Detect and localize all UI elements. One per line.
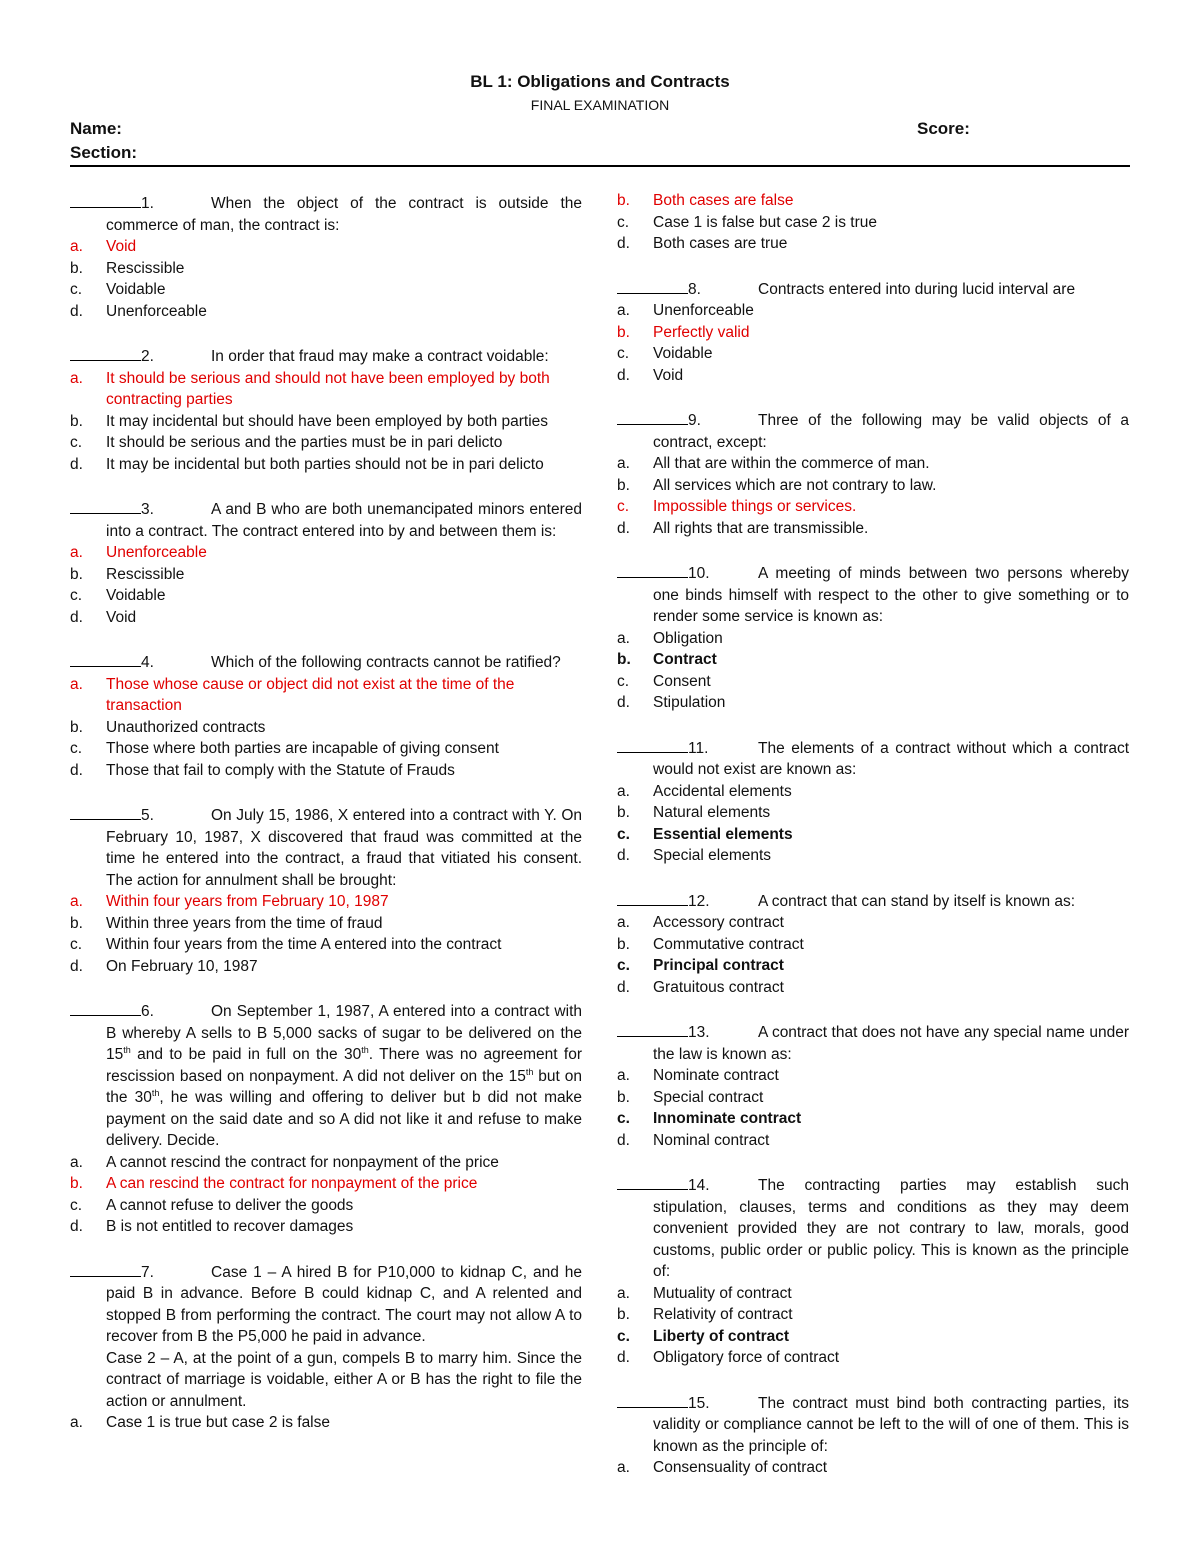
option-item bbox=[617, 824, 1129, 846]
stem-text: and to be paid in full on the 30 bbox=[130, 1046, 362, 1063]
option-letter: c. bbox=[617, 213, 630, 231]
question-stem bbox=[617, 888, 1129, 913]
question-number: 14. bbox=[688, 1177, 710, 1194]
option-letter: c. bbox=[617, 1327, 630, 1345]
option-item bbox=[617, 1457, 1129, 1479]
option-list bbox=[617, 781, 1129, 867]
option-item bbox=[70, 607, 582, 629]
option-list bbox=[617, 190, 1129, 255]
option-item bbox=[70, 1195, 582, 1217]
option-letter: d. bbox=[70, 957, 83, 975]
stem-text: The contract must bind both contracting parties, its validity or compliance cannot be left to the will of one of them. This is known as the principle of: bbox=[653, 1394, 1129, 1455]
option-item bbox=[617, 912, 1129, 934]
question-stem bbox=[617, 407, 1129, 453]
question-stem bbox=[617, 560, 1129, 628]
stem-text: Case 1 – A hired B for P10,000 to kidnap C, and he paid B in advance. Before B could kidnap C, and A relented and stopped B from performing the contract. The court may not allow A to recover from B the P5,000 he paid in advance. bbox=[106, 1263, 582, 1345]
question-number: 10. bbox=[688, 565, 710, 582]
question-number: 8. bbox=[688, 280, 701, 298]
stem-text: A meeting of minds between two persons whereby one binds himself with respect to the other to give something or to render some service is known as: bbox=[653, 565, 1129, 625]
option-text: Essential elements bbox=[653, 825, 793, 843]
option-letter: c. bbox=[70, 434, 83, 451]
question-stem bbox=[70, 649, 582, 674]
option-item bbox=[70, 585, 582, 607]
option-text: A cannot refuse to deliver the goods bbox=[106, 1196, 354, 1214]
option-letter: d. bbox=[70, 455, 83, 473]
option-text: Unenforceable bbox=[106, 302, 207, 320]
question-stem bbox=[70, 802, 582, 891]
answer-blank[interactable] bbox=[70, 802, 141, 820]
question-stem bbox=[617, 276, 1129, 301]
stem-text: A and B who are both unemancipated minors entered into a contract. The contract entered into by and between them is: bbox=[106, 501, 582, 540]
stem-text: but on the 30 bbox=[106, 1067, 582, 1106]
option-item bbox=[70, 368, 582, 411]
option-letter: b. bbox=[70, 718, 83, 736]
question-block bbox=[617, 888, 1129, 999]
answer-blank[interactable] bbox=[617, 407, 688, 425]
answer-blank[interactable] bbox=[70, 1259, 141, 1277]
stem-text: A contract that does not have any special name under the law is known as: bbox=[653, 1024, 1129, 1063]
question-stem bbox=[70, 1259, 582, 1413]
question-stem bbox=[70, 496, 582, 542]
option-item bbox=[617, 1130, 1129, 1152]
option-list bbox=[70, 236, 582, 322]
section-label: Section: bbox=[70, 143, 138, 162]
option-text: Gratuitous contract bbox=[653, 978, 784, 996]
ordinal-suffix: th bbox=[151, 1087, 160, 1098]
option-item bbox=[617, 802, 1129, 824]
option-text: Unauthorized contracts bbox=[106, 718, 266, 736]
option-text: Unenforceable bbox=[106, 544, 207, 561]
option-item bbox=[617, 781, 1129, 803]
option-text: Those where both parties are incapable of giving consent bbox=[106, 740, 499, 757]
option-letter: c. bbox=[70, 587, 83, 604]
question-block bbox=[617, 276, 1129, 387]
question-number: 2. bbox=[141, 348, 154, 365]
question-stem bbox=[617, 735, 1129, 781]
option-letter: c. bbox=[617, 957, 630, 974]
option-text: Both cases are false bbox=[653, 192, 794, 209]
option-item bbox=[70, 1152, 582, 1174]
option-text: Commutative contract bbox=[653, 935, 804, 953]
option-list bbox=[70, 674, 582, 782]
option-text: Consent bbox=[653, 672, 711, 690]
option-text: On February 10, 1987 bbox=[106, 957, 258, 975]
option-letter: a. bbox=[617, 914, 630, 931]
question-block bbox=[617, 560, 1129, 714]
option-text: All that are within the commerce of man. bbox=[653, 455, 930, 472]
answer-blank[interactable] bbox=[617, 276, 688, 294]
option-item bbox=[617, 212, 1129, 234]
option-letter: a. bbox=[617, 782, 630, 800]
stem-text: A contract that can stand by itself is known as: bbox=[758, 892, 1076, 910]
option-letter: b. bbox=[617, 935, 630, 953]
option-item bbox=[617, 1326, 1129, 1348]
question-stem bbox=[70, 998, 582, 1152]
option-item bbox=[70, 279, 582, 301]
option-item bbox=[70, 301, 582, 323]
option-letter: b. bbox=[617, 1306, 630, 1323]
option-item bbox=[70, 738, 582, 760]
left-column bbox=[70, 190, 582, 1455]
option-item bbox=[70, 542, 582, 564]
option-text: It should be serious and should not have been employed by both contracting parties bbox=[106, 369, 550, 408]
option-letter: c. bbox=[70, 1196, 83, 1214]
option-item bbox=[617, 1087, 1129, 1109]
option-item bbox=[617, 934, 1129, 956]
option-letter: b. bbox=[617, 323, 630, 341]
option-text: Relativity of contract bbox=[653, 1306, 793, 1323]
answer-blank[interactable] bbox=[70, 649, 141, 667]
question-block bbox=[617, 407, 1129, 539]
option-item bbox=[617, 322, 1129, 344]
option-item bbox=[70, 956, 582, 978]
option-item bbox=[70, 1173, 582, 1195]
option-text: Within three years from the time of fraud bbox=[106, 914, 383, 932]
exam-title: BL 1: Obligations and Contracts bbox=[470, 72, 730, 91]
option-letter: a. bbox=[70, 1153, 83, 1171]
option-letter: a. bbox=[617, 1459, 630, 1476]
question-stem bbox=[617, 1390, 1129, 1458]
option-text: Voidable bbox=[653, 345, 713, 362]
stem-text: On September 1, 1987, A entered into a contract with B whereby A sells to B 5,000 sacks of sugar to be delivered on the 15 bbox=[106, 1003, 582, 1063]
option-text: Consensuality of contract bbox=[653, 1459, 828, 1476]
option-text: B is not entitled to recover damages bbox=[106, 1218, 354, 1235]
question-number: 7. bbox=[141, 1263, 154, 1281]
stem-text: On July 15, 1986, X entered into a contract with Y. On February 10, 1987, X discovered that fraud was committed at the time he entered into the contract, a fraud that vitiated his consent. The action for annulment shall be brought: bbox=[106, 807, 582, 889]
option-item bbox=[70, 891, 582, 913]
stem-text: Contracts entered into during lucid interval are bbox=[758, 280, 1076, 298]
option-letter: a. bbox=[617, 1284, 630, 1302]
option-item bbox=[70, 432, 582, 454]
option-letter: d. bbox=[70, 1218, 83, 1235]
answer-blank[interactable] bbox=[70, 190, 141, 208]
header-rule bbox=[70, 165, 1130, 167]
question-block bbox=[617, 735, 1129, 867]
option-letter: a. bbox=[70, 1414, 83, 1431]
option-list bbox=[617, 300, 1129, 386]
option-text: Those that fail to comply with the Statute of Frauds bbox=[106, 761, 455, 779]
option-item bbox=[617, 190, 1129, 212]
option-text: It should be serious and the parties must be in pari delicto bbox=[106, 434, 503, 451]
option-item bbox=[70, 934, 582, 956]
option-item bbox=[617, 649, 1129, 671]
option-text: Contract bbox=[653, 651, 717, 668]
option-item bbox=[617, 300, 1129, 322]
question-number: 11. bbox=[688, 739, 709, 757]
question-number: 9. bbox=[688, 412, 701, 429]
option-item bbox=[617, 1283, 1129, 1305]
option-list bbox=[70, 1412, 582, 1434]
question-number: 15. bbox=[688, 1394, 710, 1412]
option-text: A can rescind the contract for nonpayment of the price bbox=[106, 1175, 478, 1192]
option-text: Void bbox=[106, 608, 137, 626]
question-block bbox=[70, 802, 582, 977]
option-text: Nominal contract bbox=[653, 1131, 770, 1149]
option-text: Perfectly valid bbox=[653, 323, 750, 341]
option-item bbox=[617, 955, 1129, 977]
option-text: Void bbox=[653, 366, 684, 384]
ordinal-suffix: th bbox=[123, 1044, 131, 1055]
stem-text: Three of the following may be valid objects of a contract, except: bbox=[653, 412, 1129, 451]
option-letter: b. bbox=[70, 565, 83, 583]
option-item bbox=[617, 671, 1129, 693]
question-block bbox=[70, 649, 582, 781]
option-item bbox=[617, 1108, 1129, 1130]
option-letter: d. bbox=[617, 694, 630, 711]
stem-text: The contracting parties may establish such stipulation, clauses, terms and conditions as they may deem convenient provided they are not contrary to law, morals, good customs, public order or public policy. This is known as the principle of: bbox=[653, 1177, 1129, 1280]
option-text: Nominate contract bbox=[653, 1067, 779, 1084]
option-item bbox=[617, 233, 1129, 255]
option-letter: b. bbox=[617, 192, 630, 209]
option-letter: d. bbox=[617, 978, 630, 996]
option-text: Voidable bbox=[106, 587, 166, 604]
option-text: Obligation bbox=[653, 629, 723, 647]
option-item bbox=[617, 628, 1129, 650]
option-letter: d. bbox=[617, 235, 630, 252]
option-text: All services which are not contrary to law. bbox=[653, 476, 937, 494]
option-list bbox=[617, 1065, 1129, 1151]
option-item bbox=[617, 845, 1129, 867]
option-text: Principal contract bbox=[653, 957, 784, 974]
option-text: Both cases are true bbox=[653, 235, 788, 252]
option-text: Special contract bbox=[653, 1088, 764, 1106]
option-item bbox=[617, 692, 1129, 714]
option-letter: d. bbox=[617, 847, 630, 864]
option-item bbox=[617, 1347, 1129, 1369]
option-list bbox=[617, 1457, 1129, 1479]
option-text: Accidental elements bbox=[653, 782, 792, 800]
option-letter: a. bbox=[70, 544, 83, 561]
answer-blank[interactable] bbox=[70, 496, 141, 514]
question-stem bbox=[70, 190, 582, 236]
option-letter: d. bbox=[617, 519, 630, 537]
question-block bbox=[617, 190, 1129, 255]
option-item bbox=[70, 236, 582, 258]
option-item bbox=[617, 496, 1129, 518]
answer-blank[interactable] bbox=[617, 1172, 688, 1190]
option-letter: d. bbox=[617, 1131, 630, 1149]
option-text: Innominate contract bbox=[653, 1110, 802, 1127]
option-letter: b. bbox=[70, 259, 83, 277]
option-letter: c. bbox=[617, 498, 630, 515]
option-item bbox=[70, 717, 582, 739]
option-letter: b. bbox=[617, 651, 631, 668]
option-letter: c. bbox=[617, 672, 630, 690]
option-letter: a. bbox=[617, 455, 630, 472]
option-letter: a. bbox=[617, 302, 630, 319]
option-letter: c. bbox=[70, 740, 83, 757]
option-item bbox=[70, 674, 582, 717]
option-text: Special elements bbox=[653, 847, 772, 864]
option-item bbox=[617, 977, 1129, 999]
option-letter: c. bbox=[617, 1110, 630, 1127]
question-block bbox=[70, 190, 582, 322]
answer-blank[interactable] bbox=[617, 735, 688, 753]
question-block bbox=[617, 1390, 1129, 1479]
option-item bbox=[617, 518, 1129, 540]
option-letter: d. bbox=[70, 608, 83, 626]
right-column bbox=[617, 190, 1129, 1500]
option-letter: a. bbox=[70, 238, 83, 255]
option-letter: a. bbox=[70, 369, 83, 387]
option-letter: d. bbox=[70, 761, 83, 779]
question-block bbox=[617, 1019, 1129, 1151]
question-number: 6. bbox=[141, 1003, 154, 1020]
option-list bbox=[70, 368, 582, 476]
option-letter: b. bbox=[70, 412, 83, 430]
option-text: Liberty of contract bbox=[653, 1327, 790, 1345]
option-letter: d. bbox=[617, 1349, 630, 1366]
option-item bbox=[70, 564, 582, 586]
option-text: Case 1 is true but case 2 is false bbox=[106, 1414, 331, 1431]
question-stem bbox=[70, 343, 582, 368]
option-text: Natural elements bbox=[653, 804, 771, 821]
question-block bbox=[70, 496, 582, 628]
option-text: Case 1 is false but case 2 is true bbox=[653, 213, 878, 231]
answer-blank[interactable] bbox=[617, 1390, 688, 1408]
option-item bbox=[70, 913, 582, 935]
option-letter: d. bbox=[70, 302, 83, 320]
option-list bbox=[617, 912, 1129, 998]
question-block bbox=[70, 343, 582, 475]
option-item bbox=[617, 453, 1129, 475]
option-item bbox=[70, 454, 582, 476]
stem-text: , he was willing and offering to deliver but b did not make payment on the said date and so A did not like it and refuse to make delivery. Decide. bbox=[106, 1089, 582, 1149]
ordinal-suffix: th bbox=[525, 1066, 534, 1077]
answer-blank[interactable] bbox=[617, 888, 688, 906]
option-letter: c. bbox=[617, 825, 630, 843]
option-text: All rights that are transmissible. bbox=[653, 519, 869, 537]
option-text: Unenforceable bbox=[653, 302, 754, 319]
option-text: Within four years from the time A entered into the contract bbox=[106, 936, 502, 953]
option-text: Mutuality of contract bbox=[653, 1284, 792, 1302]
option-list bbox=[70, 1152, 582, 1238]
option-text: It may be incidental but both parties should not be in pari delicto bbox=[106, 455, 544, 473]
question-number: 1. bbox=[141, 195, 154, 212]
option-letter: b. bbox=[70, 1175, 83, 1192]
answer-blank[interactable] bbox=[617, 560, 688, 578]
score-label: Score: bbox=[917, 119, 970, 138]
option-letter: c. bbox=[70, 936, 83, 953]
option-letter: c. bbox=[617, 345, 630, 362]
option-letter: a. bbox=[617, 1067, 630, 1084]
option-letter: b. bbox=[617, 804, 630, 821]
option-list bbox=[617, 1283, 1129, 1369]
option-text: Within four years from February 10, 1987 bbox=[106, 893, 389, 910]
option-letter: a. bbox=[70, 893, 83, 910]
option-item bbox=[70, 1412, 582, 1434]
question-number: 4. bbox=[141, 654, 154, 671]
option-item bbox=[617, 1065, 1129, 1087]
option-item bbox=[70, 411, 582, 433]
option-item bbox=[70, 760, 582, 782]
name-label: Name: bbox=[70, 119, 122, 138]
ordinal-suffix: th bbox=[361, 1044, 369, 1055]
option-text: Impossible things or services. bbox=[653, 498, 857, 515]
option-letter: a. bbox=[70, 675, 83, 693]
question-stem bbox=[617, 1172, 1129, 1283]
option-list bbox=[70, 891, 582, 977]
option-item bbox=[70, 1216, 582, 1238]
option-letter: d. bbox=[617, 366, 630, 384]
answer-blank[interactable] bbox=[70, 998, 141, 1016]
option-item bbox=[617, 1304, 1129, 1326]
question-block bbox=[70, 998, 582, 1238]
option-letter: b. bbox=[70, 914, 83, 932]
option-letter: a. bbox=[617, 629, 630, 647]
exam-subtitle: FINAL EXAMINATION bbox=[530, 97, 670, 113]
question-block bbox=[617, 1172, 1129, 1369]
question-number: 12. bbox=[688, 892, 710, 910]
stem-text: Which of the following contracts cannot be ratified? bbox=[211, 654, 561, 671]
question-number: 3. bbox=[141, 501, 154, 518]
option-list bbox=[617, 453, 1129, 539]
question-block bbox=[70, 1259, 582, 1434]
stem-text: When the object of the contract is outside the commerce of man, the contract is: bbox=[106, 195, 582, 234]
option-text: Obligatory force of contract bbox=[653, 1349, 840, 1366]
question-number: 5. bbox=[141, 807, 154, 824]
answer-blank[interactable] bbox=[617, 1019, 688, 1037]
stem-text-case2: Case 2 – A, at the point of a gun, compels B to marry him. Since the contract of marriage is voidable, either A or B has the right to file the action or annulment. bbox=[106, 1349, 582, 1410]
stem-text: In order that fraud may make a contract voidable: bbox=[211, 348, 549, 365]
option-letter: b. bbox=[617, 1088, 630, 1106]
option-text: Voidable bbox=[106, 281, 166, 298]
option-text: It may incidental but should have been employed by both parties bbox=[106, 412, 549, 430]
option-list bbox=[617, 628, 1129, 714]
option-text: Accessory contract bbox=[653, 914, 784, 931]
option-list bbox=[70, 542, 582, 628]
option-text: Rescissible bbox=[106, 565, 185, 583]
answer-blank[interactable] bbox=[70, 343, 141, 361]
question-number: 13. bbox=[688, 1024, 710, 1041]
option-item bbox=[617, 365, 1129, 387]
option-text: Void bbox=[106, 238, 137, 255]
option-letter: b. bbox=[617, 476, 630, 494]
option-text: Rescissible bbox=[106, 259, 185, 277]
stem-text: . There was no agreement for rescission based on nonpayment. A did not deliver on the 15 bbox=[106, 1046, 583, 1085]
option-item bbox=[617, 475, 1129, 497]
option-item bbox=[617, 343, 1129, 365]
option-letter: c. bbox=[70, 281, 83, 298]
option-text: Stipulation bbox=[653, 694, 726, 711]
question-stem bbox=[617, 1019, 1129, 1065]
option-text: A cannot rescind the contract for nonpayment of the price bbox=[106, 1153, 499, 1171]
stem-text: The elements of a contract without which a contract would not exist are known as: bbox=[653, 739, 1129, 778]
option-item bbox=[70, 258, 582, 280]
option-text: Those whose cause or object did not exist at the time of the transaction bbox=[106, 675, 515, 714]
